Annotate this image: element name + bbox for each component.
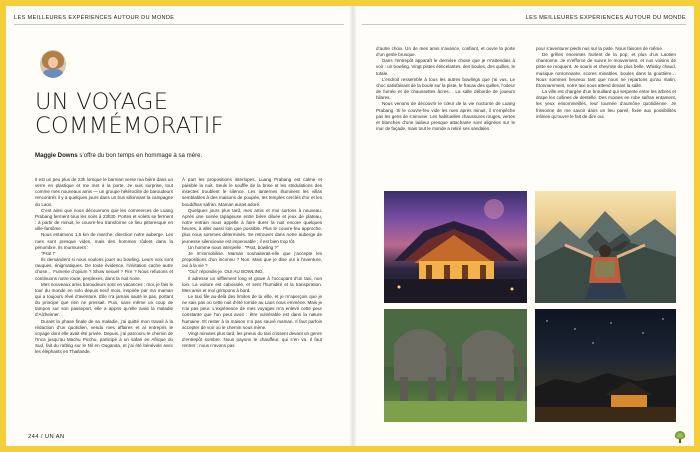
standfirst <box>35 152 325 159</box>
paragraph: Le taxi file au-delà des limites de la ville, et je m’aperçois que je ne sais pas où cette nuit d’été torride au Laos nous emmène. Mais je n’ai pas peur. L’expérience de mes voyages m’a enlevé cette peur constante que l’on peut avoir : être vulnérable est dans la nature humaine. Et rester à la maison n’a pas sauvé maman. Il faut parfois accepter de voir où le chemin nous mène. <box>182 293 322 330</box>
running-header-right: LES MEILLEURES EXPÉRIENCES AUTOUR DU MONDE <box>525 15 686 21</box>
paragraph: Dans l’entrepôt apparaît le dernière chose que je m’attendais à voir : un bowling. Vingt pistes étincelantes, des boules, des quilles, le totale. <box>376 58 515 76</box>
title-line-1: UN VOYAGE <box>35 89 169 115</box>
body-column-4 <box>536 46 676 120</box>
running-header-left: LES MEILLEURES EXPÉRIENCES AUTOUR DU MONDE <box>14 15 175 21</box>
paragraph: “Psst !” <box>41 250 56 256</box>
author-name: Maggie Downs <box>35 152 78 159</box>
paragraph: Ils demandent si nous voulons jouer au bowling. Leurs voix sont rauques, énigmatiques. De toute évidence, l’invitation cache autre chose… Fumerie d’opium ? Show sexuel ? Fire ? Nous refusons et continuons notre route, perplexes, dans la nuit noire. <box>35 257 173 281</box>
paragraph: “Oui” répondis-je. OUI AU BOWLING. <box>188 269 264 275</box>
photo-elephants <box>384 309 527 422</box>
paragraph: Un homme nous interpelle : “Psst, bowling ?” <box>188 244 279 250</box>
author-avatar <box>40 50 66 78</box>
header-rule-right <box>362 24 686 25</box>
tree-icon <box>673 430 687 446</box>
paragraph: Nous entamons 1,6 km de marche, direction notre auberge. Les rues sont presque vides, mais des hommes rôdent dans la pénombre. Ils murmurent : <box>35 232 173 250</box>
photo-hiker-mountains <box>535 191 676 303</box>
magazine-spread <box>6 6 694 446</box>
page-folio: 244 / UN AN <box>28 434 65 440</box>
photo-temple-night <box>384 191 527 303</box>
paragraph: Mes nouveaux amis baroudeurs sont en vacances ; moi, je fais le tour du monde en solo depuis neuf mois, inspirée par ma maman qui a toujours rêvé d’aventure. Elle n’a jamais sauté le pas, portant du principe que rien ne pressait. Puis, sans même un coup de tampon sur son passeport, elle a appris qu’elle avait la maladie d’Alzheimer. <box>35 281 173 318</box>
paragraph: Durant la phase finale de sa maladie, j’ai quitté mon travail à la rédaction d’un quotidien, vendu mes affaires et ai entrepris le voyage dont elle avait été privée. Depuis, j’ai parcouru le chemin de l’Inca jusqu’au Machu Picchu, participé à un safari en Afrique du Sud, fait du rafting sur le Nil en Ouganda, et j’ai été bénévole avec les éléphants en Thaïlande. <box>35 318 173 355</box>
header-rule-left <box>14 24 344 25</box>
paragraph: Vingt minutes plus tard, les pneus du taxi crissent devant un genre d’entrepôt sombre. Nous payons le chauffeur, qui s’en va. Il faut rentrer ; nous n’avons pas <box>182 330 322 349</box>
body-column-3 <box>376 46 515 132</box>
paragraph: Nous venons de découvrir le cœur de la vie nocturne de Luang Prabang. Si le couvre-feu vide les rues après minuit, il n’empêche pas les gens de s’amuser. Les habituelles chaussures rouges, vertes et blanches d’une laideur presque attachante sont alignées sur le mur de façade, mais tout le monde a retiré ses sandales <box>376 101 515 132</box>
page-gutter <box>349 6 357 446</box>
paragraph: De grêles enceintes hurlent de la pop, et plus d’un Laotien chantonne. Je m’efforce de suivre le mouvement, et nos voisins de piste se moquent. Je souris et chevrote de plus belle. Whisky chaud, musique ronronnante, scores minables, boules dans la gouttière… Nous sommes heureux tant que nous ne repartons qu’au matin. Étonnamment, notre taxi nous attend devant la salle. <box>536 52 676 88</box>
paragraph: Je m’immobilise. Maman souhaiterait-elle que j’accepte les propositions d’un inconnu ? Non. Mais que je dise oui à l’aventure, oui à la vie ? <box>182 250 322 269</box>
paragraph: Quelques jours plus tard, mes amis et moi sortons à nouveau. Après une soirée tapageuse entre bière diluée et jeux de plateau, notre entrain nous appelle à faire durer la nuit encore quelques heures, à aller aussi loin que possible. Plus le couvre-feu approche, plus nous sommes déterminés. Se retrouver dans notre auberge de jeunesse silencieuse est impensable ; il est bien trop tôt. <box>182 207 322 244</box>
paragraph: C’est ainsi que nous découvrons que les commerces de Luang Prabang ferment tous les soirs à 23h30. Portes et volets se ferment : à partir de minuit, le couvre-feu transforme ce lieu pittoresque en ville-fantôme. <box>35 207 173 232</box>
paragraph: pour s’aventurer pieds nus sur la piste. Nous faisons de même. <box>536 46 664 51</box>
photo-night-sky <box>535 309 676 422</box>
paragraph: La ville est chargée d’un brouillard qui serpente entre les arbres et drape les collines de dentelle. Des moines en robe safran entament, les yeux ensommeillés, leur tournée d’aumône quotidienne. Je frissonne de me savoir dans un lieu pareil, fixée aux possibilités infinies qu’ouvre le fait de dire oui. <box>536 89 676 119</box>
paragraph: À part les propositions interlopes, Luang Prabang est calme et paisible la nuit. Seuls le souffle de la brise et les stridulations des insectes troublent le silence. Les lanternes illuminent les villas semblables à des maisons de poupée, les temples cerclés d’or et les bouddhas safran. Maman aurait adoré. <box>182 177 322 207</box>
title-line-2: COMMÉMORATIF <box>35 113 224 139</box>
paragraph: Il adresse un sifflement long et grave à l’occupant d’un taxi, non loin. La voiture est cabossée, et sent l’humidité et la transpiration. Mes amis et moi grimpons à bord. <box>182 275 322 293</box>
paragraph: L’endroit ressemble à tous les autres bowlings que j’ai vus. Le choc satisfaisant de la boule sur la piste, le fracas des quilles, l’odeur de fumée et de chaussettes âcres… La salle déborde de joueurs hilares. <box>376 76 516 101</box>
body-column-1 <box>35 177 173 356</box>
paragraph: d’autre choix. Un de mes amis s’avance, confiant, et ouvre la porte d’un geste brusque. <box>376 46 515 58</box>
standfirst-text: s’offre du bon temps en hommage à sa mère. <box>77 152 203 159</box>
body-column-2 <box>182 177 322 349</box>
paragraph: Il est un peu plus de 23h lorsque le barman verse ma bière dans un verre en plastique et me met à la porte. Je suis surprise, tout comme mes nouveaux amis — un groupe hétéroclite de baroudeurs rencontrés il y a quelques jours dans un bus sillonnant la campagne du Laos. <box>35 177 173 207</box>
article-title <box>35 90 224 138</box>
